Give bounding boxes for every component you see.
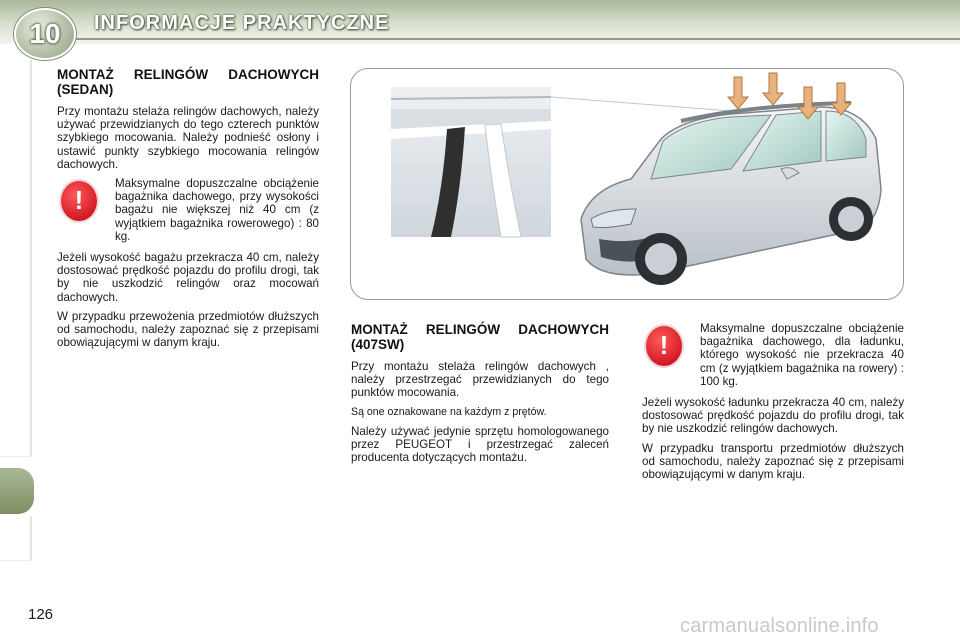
sedan-warning: [57, 177, 319, 243]
arrow-down-icon: [763, 73, 783, 105]
middle-column: [351, 322, 609, 470]
header-divider: [60, 38, 960, 40]
chapter-number: 10: [29, 18, 61, 49]
sw-para-equipment: Należy używać jedynie sprzętu homologowanego przez PEUGEOT i przestrzegać zaleceń producenta dotyczących montażu.: [351, 424, 609, 465]
sw-para-height: Jeżeli wysokość ładunku przekracza 40 cm, należy dostosować prędkość pojazdu do profilu drogi, tak by nie uszkodzić relingów dachowych.: [642, 396, 904, 436]
chapter-tab[interactable]: [0, 236, 32, 281]
chapter-tab[interactable]: [0, 324, 32, 369]
sw-para-long-items: W przypadku transportu przedmiotów dłuższych od samochodu, należy zapoznać się z przepisami obowiązującymi w danym kraju.: [642, 441, 904, 482]
sedan-para-long-items: W przypadku przewożenia przedmiotów dłuższych od samochodu, należy zapoznać się z przepisami obowiązującymi w danym kraju.: [57, 309, 319, 350]
chapter-tab[interactable]: [0, 516, 32, 561]
page-number: 126: [28, 606, 54, 623]
sedan-para-height: Jeżeli wysokość bagażu przekracza 40 cm, należy dostosować prędkość pojazdu do profilu drogi, tak by nie uszkodzić relingów oraz mocowań dachowych.: [57, 251, 319, 304]
chapter-badge: [14, 8, 76, 60]
sw-warning: [642, 322, 904, 388]
chapter-tabs: [0, 60, 34, 580]
section-heading-sedan: MONTAŻ RELINGÓW DACHOWYCH (SEDAN): [57, 67, 319, 97]
right-column: [642, 322, 904, 487]
car-illustration-svg: [351, 69, 903, 299]
sedan-warning-text: Maksymalne dopuszczalne obciążenie bagażnika dachowego, przy wysokości bagażu nie większej niż 40 cm (z wyjątkiem bagażnika rowerowego) : 80 kg.: [115, 177, 319, 243]
sedan-intro: Przy montażu stelaża relingów dachowych, należy używać przewidzianych do tego czterech punktów szybkiego mocowania. Należy podnieść osłony i ustawić punkty szybkiego mocowania relingów dachowych.: [57, 105, 319, 171]
chapter-tab-active[interactable]: [0, 468, 34, 514]
chapter-tab[interactable]: [0, 368, 32, 413]
arrow-down-icon: [728, 77, 748, 109]
chapter-tab[interactable]: [0, 412, 32, 457]
page-title: INFORMACJE PRAKTYCZNE: [94, 12, 390, 34]
left-column: [57, 67, 319, 355]
section-heading-407sw: MONTAŻ RELINGÓW DACHOWYCH (407SW): [351, 322, 609, 352]
sw-warning-text: Maksymalne dopuszczalne obciążenie bagażnika dachowego, dla ładunku, którego wysokość nie przekracza 40 cm (z wyjątkiem bagażnika na rowery) : 100 kg.: [700, 322, 904, 388]
car-body: [581, 103, 881, 285]
sw-note: Są one oznakowane na każdym z prętów.: [351, 405, 547, 418]
chapter-tab[interactable]: [0, 280, 32, 325]
roof-rail-detail-inset: [391, 87, 551, 237]
exclamation-icon: !: [646, 326, 682, 366]
chapter-tab[interactable]: [0, 148, 32, 193]
sw-intro: Przy montażu stelaża relingów dachowych , należy przestrzegać przewidzianych do tego punktów mocowania.: [351, 360, 609, 400]
chapter-tab[interactable]: [0, 192, 32, 237]
chapter-tab[interactable]: [0, 60, 32, 105]
chapter-tab[interactable]: [0, 104, 32, 149]
watermark: carmanualsonline.info: [680, 615, 879, 637]
car-roof-rail-illustration: [350, 68, 904, 300]
exclamation-icon: !: [61, 181, 97, 221]
